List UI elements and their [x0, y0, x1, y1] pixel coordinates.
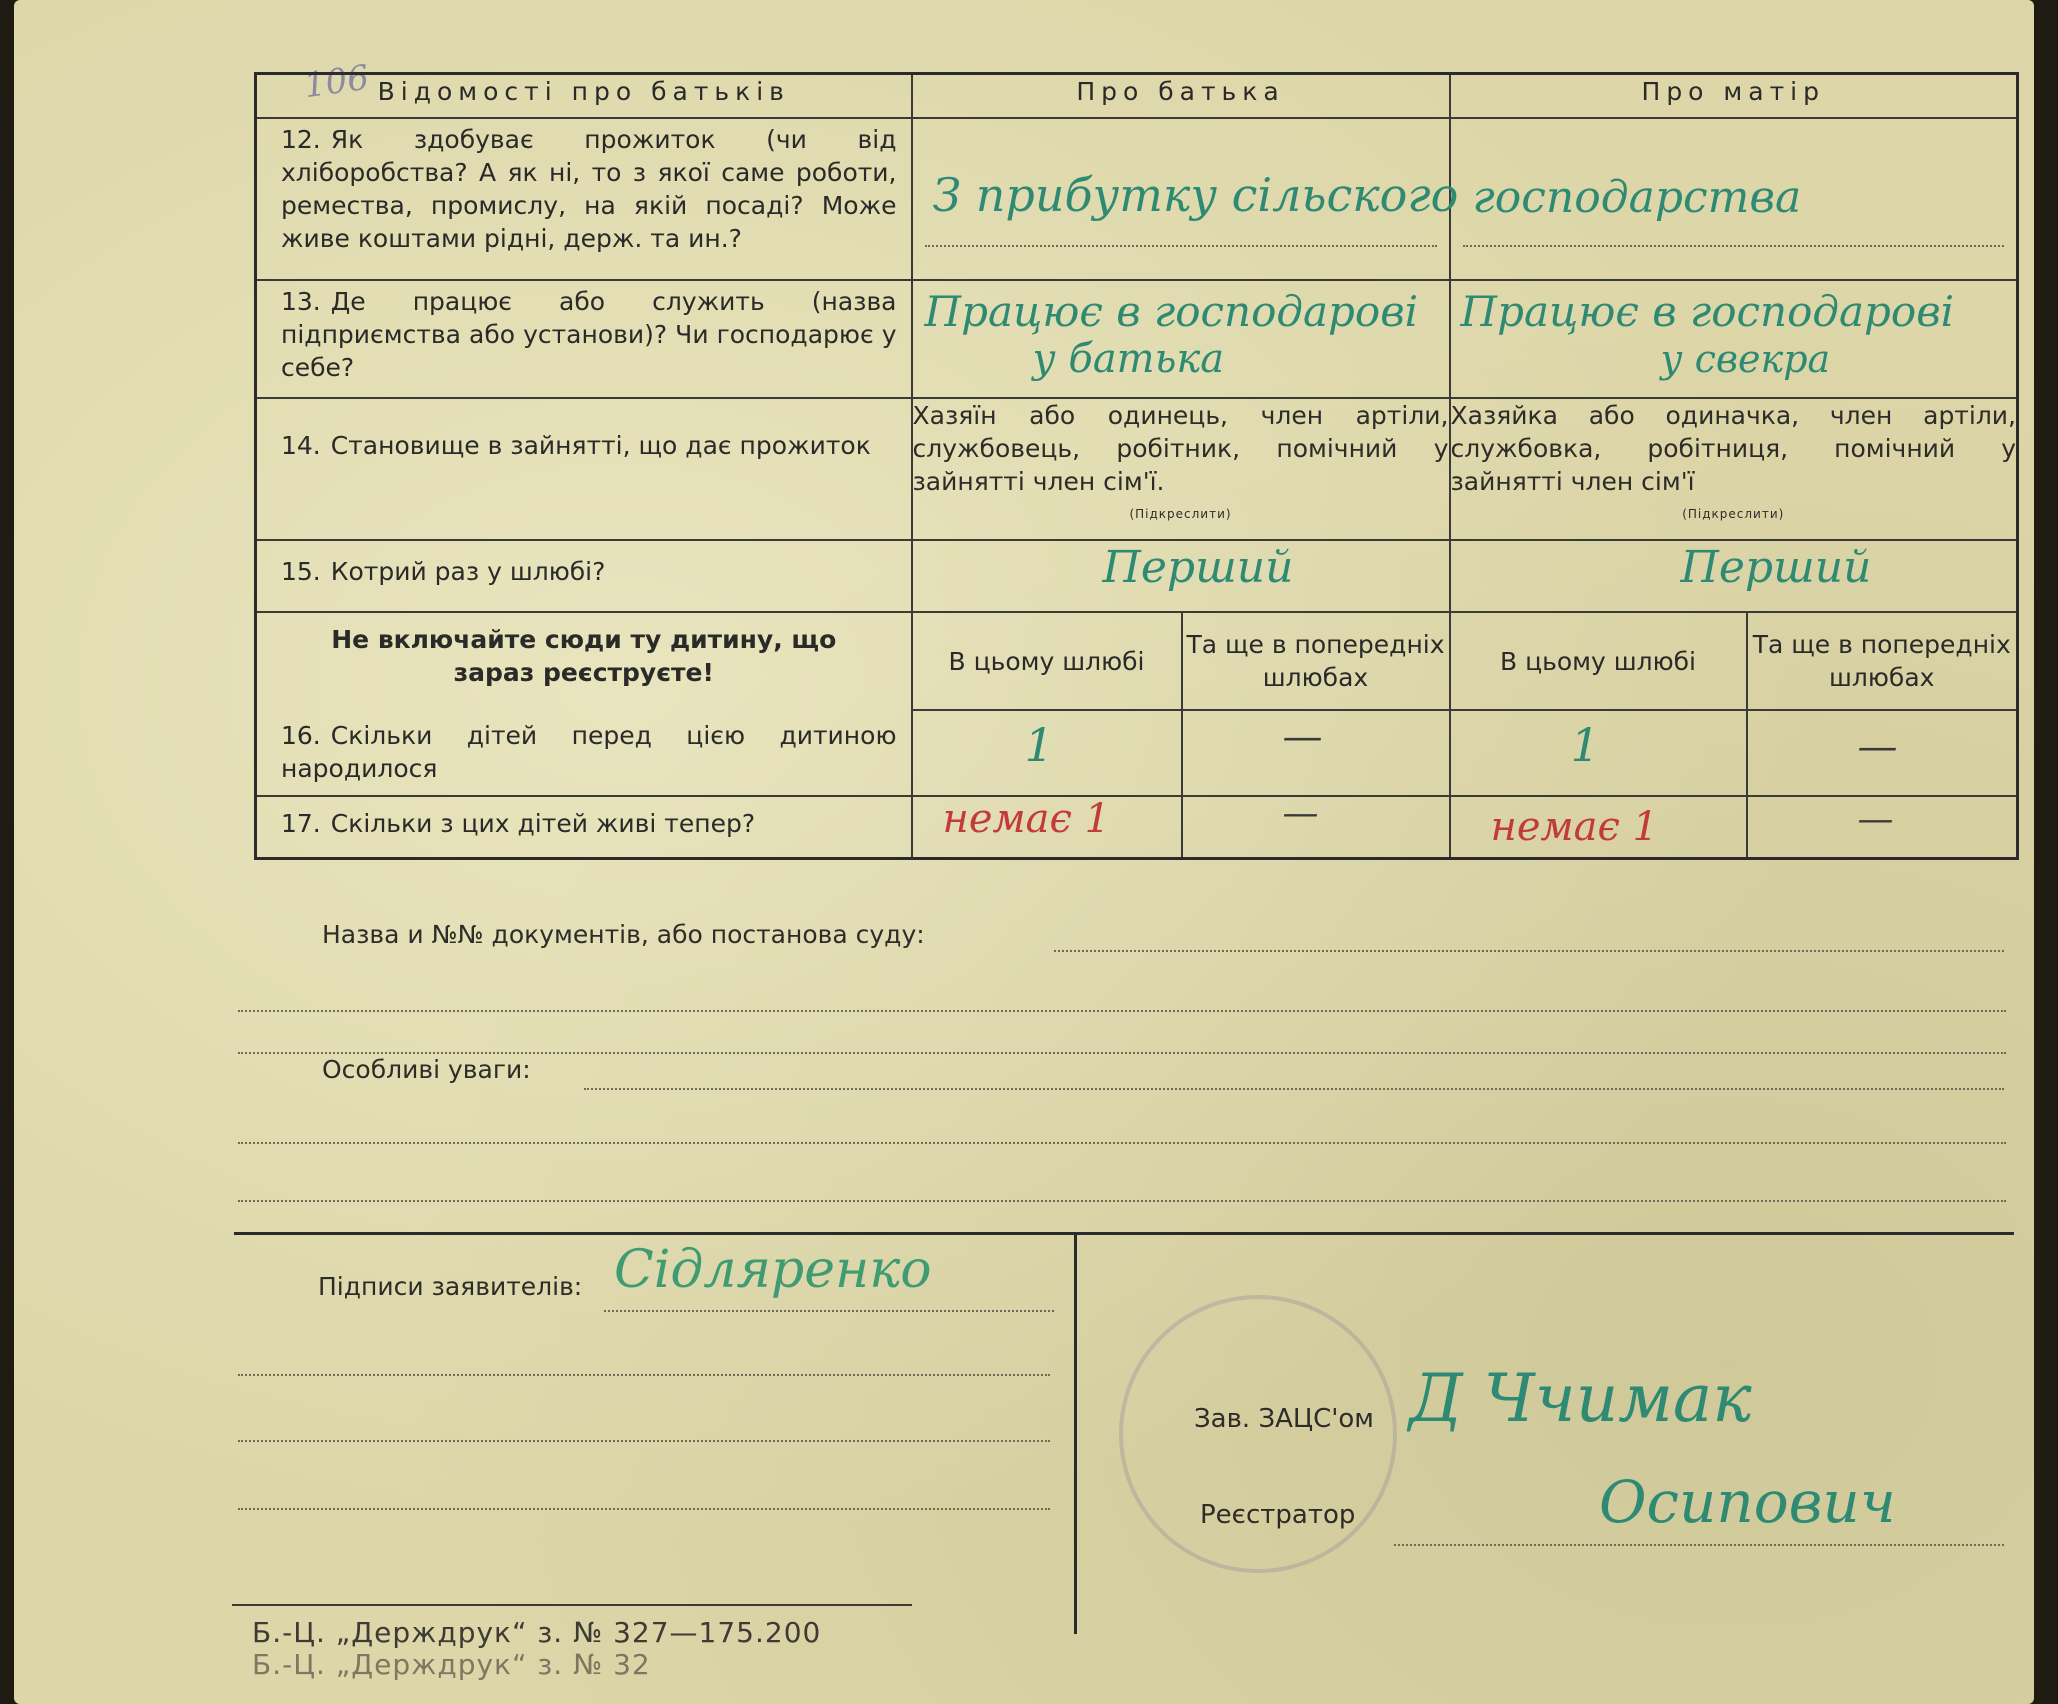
row-q12	[256, 118, 2018, 280]
row-q13	[256, 280, 2018, 398]
q16-father-this-value: 1	[1024, 718, 1054, 772]
page-number: 106	[301, 57, 372, 107]
father-this-marriage-header: В цьому шлюбі	[912, 612, 1182, 710]
row-q14	[256, 398, 2018, 540]
q16-father-prev	[1182, 710, 1450, 796]
documents-label: Назва и №№ документів, або постанова суду:	[322, 920, 925, 949]
row-q16-header	[256, 612, 2018, 710]
q12-father-cell	[912, 118, 1459, 280]
mother-previous-marriages-header: Та ще в попередніх шлюбах	[1747, 612, 2018, 710]
q17-text: Скільки з цих дітей живі тепер?	[330, 809, 756, 838]
registrar-label: Реєстратор	[1200, 1500, 1356, 1530]
q15-number: 15.	[281, 557, 321, 586]
q12-number: 12.	[281, 125, 321, 154]
q16-mother-prev	[1747, 710, 2018, 796]
q15-father-answer: Перший	[1102, 542, 1294, 593]
q13-mother-cell	[1450, 280, 2018, 398]
q17-father-prev	[1182, 793, 1450, 858]
q13-text: Де працює або служить (назва підприємства або установи)? Чи господарює у себе?	[281, 287, 897, 382]
q14-number: 14.	[281, 431, 321, 460]
father-previous-marriages-header: Та ще в попередніх шлюбах	[1182, 612, 1450, 710]
notes-label: Особливі уваги:	[322, 1055, 531, 1084]
row-q17	[256, 796, 2018, 858]
q16-mother-this	[1450, 710, 1747, 796]
q16-father-prev-value: —	[1282, 714, 1323, 760]
q16-number: 16.	[281, 721, 321, 750]
q14-mother-underline-note: (Підкреслити)	[1682, 507, 1785, 521]
q17-father-this-value: немає 1	[942, 796, 1111, 842]
q13-mother-answer-line2: у свекра	[1660, 337, 1831, 381]
q17-father-prev-value: —	[1282, 793, 1319, 834]
q14-question	[256, 398, 912, 540]
q15-mother-cell	[1450, 540, 2018, 612]
header-father: Про батька	[912, 74, 1450, 119]
applicants-label: Підписи заявителів:	[318, 1272, 583, 1301]
q15-question	[256, 540, 912, 612]
q13-mother-answer-line1: Працює в господарові	[1460, 287, 1955, 336]
q17-mother-this	[1450, 796, 1747, 858]
q16-text: Скільки дітей перед цією дитиною народилося	[281, 721, 897, 783]
q14-father-underline-note: (Підкреслити)	[1129, 507, 1232, 521]
q16-mother-prev-value: —	[1857, 724, 1898, 770]
q12-mother-cell	[1450, 118, 2018, 280]
q16-warning: Не включайте сюди ту дитину, що зараз реєструєте!	[331, 625, 837, 687]
printer-line-bleed: Б.-Ц. „Держдрук“ з. № 32	[252, 1648, 651, 1681]
applicants-signature: Сідляренко	[614, 1240, 932, 1300]
signature-separator	[234, 1232, 2014, 1235]
q13-father-answer-line2: у батька	[1032, 336, 1225, 382]
q14-text: Становище в зайнятті, що дає прожиток	[330, 431, 871, 460]
q13-father-answer-line1: Працює в господарові	[924, 287, 1419, 336]
header-mother: Про матір	[1450, 74, 2018, 119]
q16-father-this	[912, 710, 1182, 796]
q14-father-options-text: Хазяїн або одинець, член артіли, службовець, робітник, помічний у зайнятті член сім'ї.	[912, 401, 1449, 496]
head-label: Зав. ЗАЦС'ом	[1194, 1404, 1374, 1434]
q13-number: 13.	[281, 287, 321, 316]
head-signature: Д Ччимак	[1409, 1360, 1752, 1437]
q12-mother-answer: господарства	[1472, 172, 1802, 223]
q13-father-cell	[912, 280, 1450, 398]
q17-father-this	[912, 796, 1182, 858]
q14-mother-options-text: Хазяйка або одиначка, член артіли, службовка, робітниця, помічний у зайнятті член сім'ї	[1450, 401, 2016, 496]
registrar-signature: Осипович	[1599, 1468, 1896, 1536]
q17-question	[256, 796, 912, 858]
q12-father-answer: З прибутку сільского	[932, 168, 1459, 222]
document-page	[14, 0, 2034, 1704]
q13-question	[256, 280, 912, 398]
q16-mother-this-value: 1	[1570, 718, 1600, 772]
q14-father-options	[912, 398, 1450, 540]
q12-text: Як здобуває прожиток (чи від хліборобства? А як ні, то з якої саме роботи, ремества, промислу, на якій посаді? Може живе коштами рідні, держ. та ин.?	[281, 125, 897, 253]
official-stamp	[1119, 1295, 1397, 1573]
q15-text: Котрий раз у шлюбі?	[330, 557, 606, 586]
row-q15	[256, 540, 2018, 612]
q17-number: 17.	[281, 809, 321, 838]
q15-father-cell	[912, 540, 1450, 612]
printer-line: Б.-Ц. „Держдрук“ з. № 327—175.200	[252, 1616, 822, 1649]
q17-mother-prev-value: —	[1857, 799, 1894, 840]
parents-info-table	[254, 72, 2019, 860]
q17-mother-prev	[1747, 796, 2018, 858]
q12-question	[256, 118, 912, 280]
mother-this-marriage-header: В цьому шлюбі	[1450, 612, 1747, 710]
q14-mother-options	[1450, 398, 2018, 540]
header-parents-info: Відомості про батьків	[256, 74, 912, 119]
q15-mother-answer: Перший	[1680, 542, 1872, 593]
q16-question	[256, 612, 912, 796]
signature-divider	[1074, 1234, 1077, 1634]
table-header-row	[256, 74, 2018, 119]
q17-mother-this-value: немає 1	[1490, 804, 1659, 850]
